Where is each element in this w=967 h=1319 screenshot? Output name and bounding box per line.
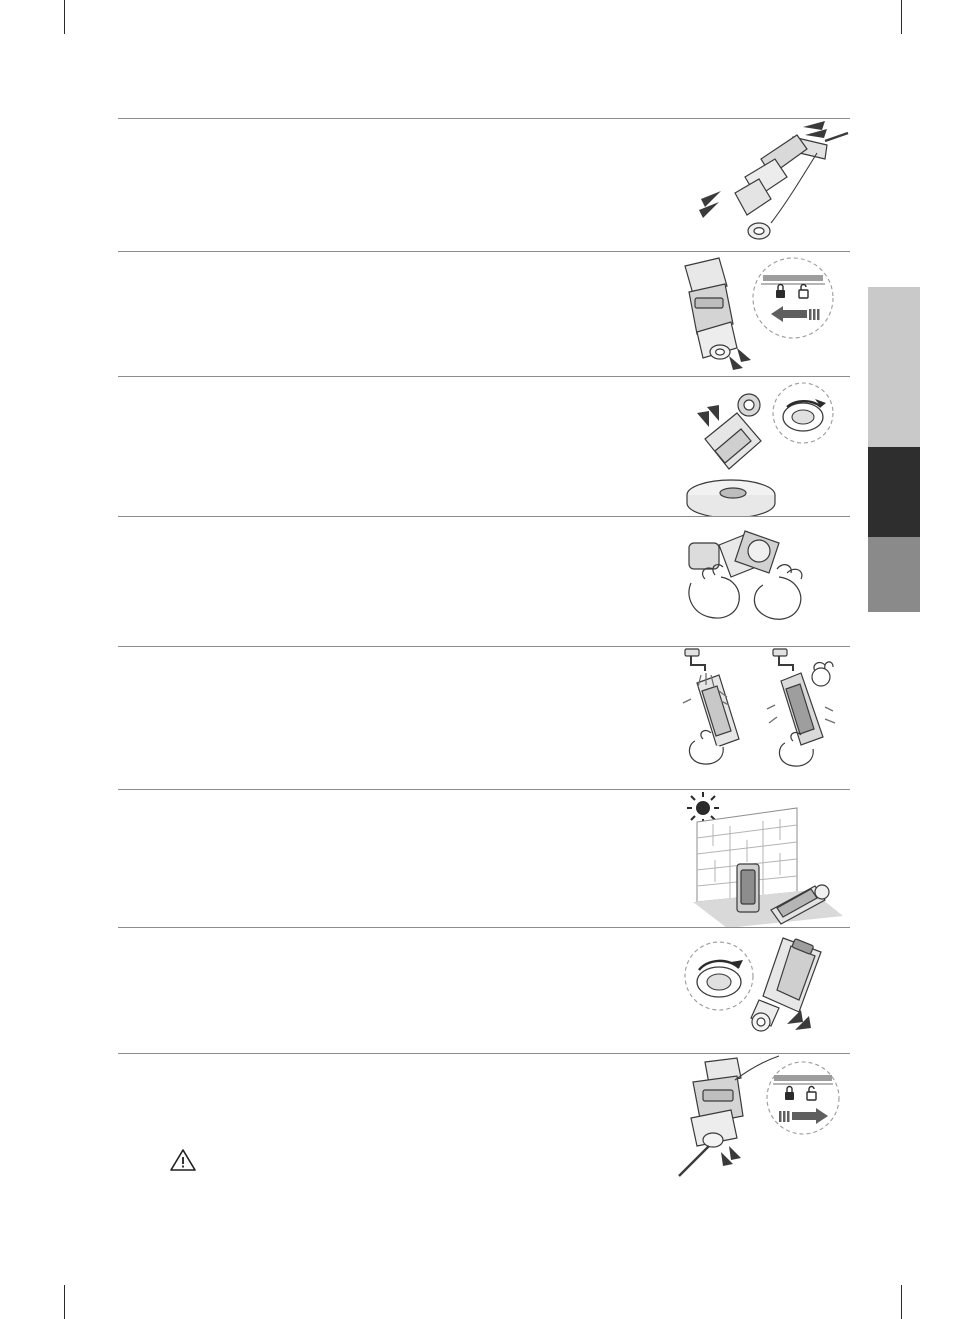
callout-circle	[753, 258, 833, 338]
illustration-hands-remove-filter	[675, 517, 850, 646]
step-text	[118, 531, 658, 536]
step-row	[118, 646, 850, 789]
step-row	[118, 118, 850, 251]
step-text	[118, 133, 658, 138]
step-row	[118, 1053, 850, 1181]
step-row	[118, 516, 850, 646]
illustration-hose-release	[675, 119, 850, 251]
illustration-dry-in-shade	[675, 790, 850, 927]
side-tab-lower	[868, 537, 920, 612]
step-text	[118, 391, 658, 396]
step-text	[118, 266, 658, 271]
steps-container	[118, 118, 850, 1181]
side-tab-upper	[868, 287, 920, 447]
step-text	[118, 804, 658, 809]
crop-mark-top-left	[64, 0, 65, 34]
warning-triangle-icon	[170, 1148, 196, 1172]
step-text	[118, 661, 658, 666]
step-row	[118, 927, 850, 1053]
illustration-reassemble-twist	[675, 928, 850, 1053]
illustration-rinse-under-tap	[675, 647, 850, 789]
callout-circle	[767, 1062, 839, 1134]
crop-mark-bottom-right	[901, 1285, 902, 1319]
illustration-lock-slide-right	[675, 1054, 850, 1181]
step-row	[118, 251, 850, 376]
side-tab-active	[868, 447, 920, 537]
crop-mark-top-right	[901, 0, 902, 34]
step-row	[118, 376, 850, 516]
illustration-lock-slide-left	[675, 252, 850, 376]
callout-circle	[685, 942, 753, 1010]
illustration-filter-twist-open	[675, 377, 850, 516]
step-row	[118, 789, 850, 927]
callout-circle	[773, 383, 833, 443]
crop-mark-bottom-left	[64, 1285, 65, 1319]
step-text	[118, 1068, 658, 1073]
side-index-tabs	[868, 287, 920, 612]
step-text	[118, 942, 658, 947]
